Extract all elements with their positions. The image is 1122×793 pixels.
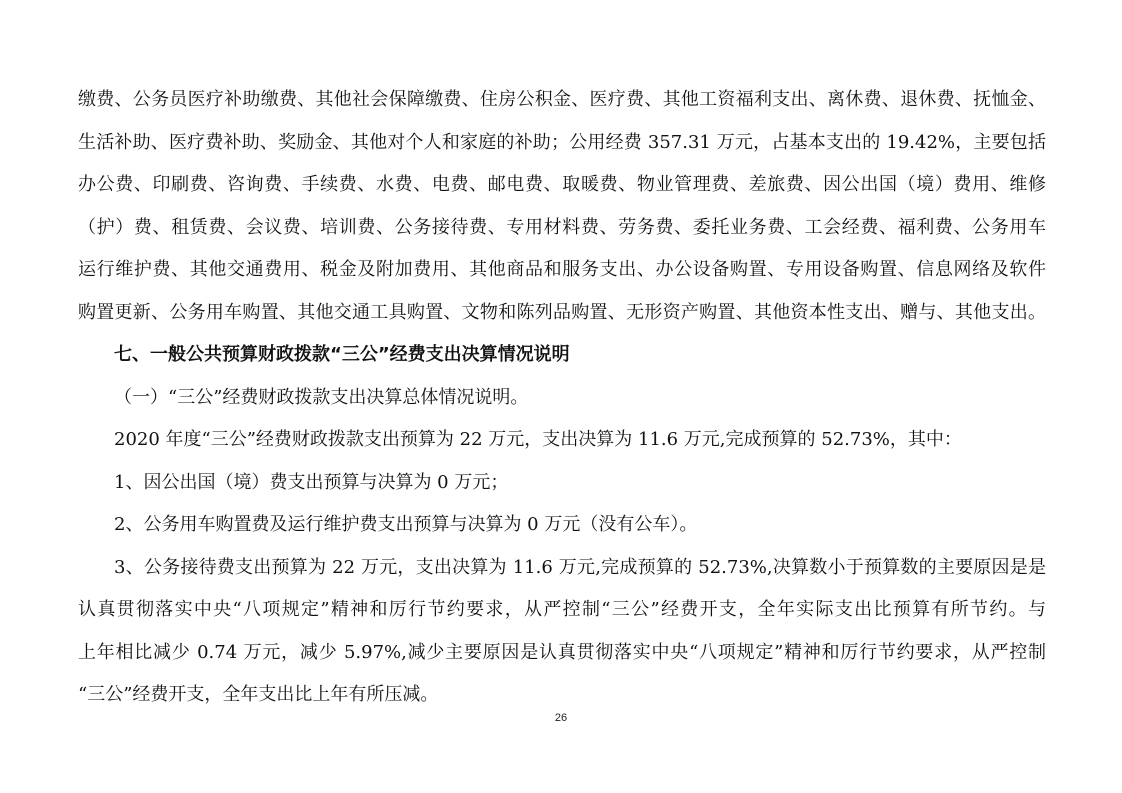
paragraph-line: 运行维护费、其他交通费用、税金及附加费用、其他商品和服务支出、办公设备购置、专用设备购置、信息网络及软件 (78, 259, 1046, 280)
item-2: 2、公务用车购置费及运行维护费支出预算与决算为 0 万元（没有公车）。 (114, 514, 698, 535)
page-number: 26 (554, 712, 568, 724)
paragraph-line: 购置更新、公务用车购置、其他交通工具购置、文物和陈列品购置、无形资产购置、其他资本性支出、赠与、其他支出。 (78, 301, 1046, 323)
item-1: 1、因公出国（境）费支出预算与决算为 0 万元； (114, 471, 509, 493)
paragraph-line: 缴费、公务员医疗补助缴费、其他社会保障缴费、住房公积金、医疗费、其他工资福利支出、离休费、退休费、抚恤金、 (78, 89, 1046, 110)
paragraph-line: （护）费、租赁费、会议费、培训费、公务接待费、专用材料费、劳务费、委托业务费、工会经费、福利费、公务用车 (78, 216, 1046, 238)
item-3-line: 认真贯彻落实中央“八项规定”精神和厉行节约要求，从严控制“三公”经费开支，全年实际支出比预算有所节约。与 (78, 599, 1046, 620)
subsection-heading: （一）“三公”经费财政拨款支出决算总体情况说明。 (114, 386, 529, 408)
item-3-line: 上年相比减少 0.74 万元，减少 5.97%,减少主要原因是认真贯彻落实中央“八项规定”精神和厉行节约要求，从严控制 (78, 641, 1046, 663)
item-3-line: “三公”经费开支，全年支出比上年有所压减。 (78, 684, 439, 705)
body-text (78, 79, 1046, 717)
item-3-line: 3、公务接待费支出预算为 22 万元，支出决算为 11.6 万元,完成预算的 52.73%,决算数小于预算数的主要原因是是 (114, 556, 1046, 578)
section-heading: 七、一般公共预算财政拨款“三公”经费支出决算情况说明 (114, 344, 570, 365)
paragraph-line: 生活补助、医疗费补助、奖励金、其他对个人和家庭的补助；公用经费 357.31 万元，占基本支出的 19.42%，主要包括 (78, 131, 1046, 153)
paragraph-line: 办公费、印刷费、咨询费、手续费、水费、电费、邮电费、取暖费、物业管理费、差旅费、因公出国（境）费用、维修 (78, 174, 1046, 195)
summary-paragraph: 2020 年度“三公”经费财政拨款支出预算为 22 万元，支出决算为 11.6 万元,完成预算的 52.73%，其中： (114, 429, 962, 450)
